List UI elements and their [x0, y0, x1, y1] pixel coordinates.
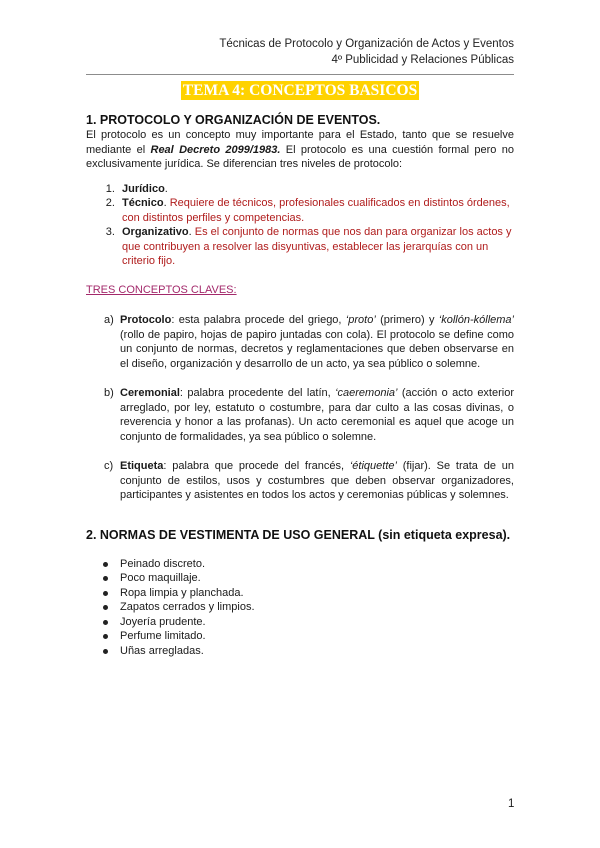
key-concepts-list	[86, 313, 514, 503]
list-item	[120, 586, 514, 601]
bullet-text: Zapatos cerrados y limpios.	[120, 601, 255, 613]
bullet-text: Uñas arregladas.	[120, 644, 204, 657]
protocol-levels-list	[86, 182, 514, 269]
intro-text-end: El protocolo es una cuestión formal pero no exclusivamente jurídica. Se diferencian tres niveles de protocolo:	[86, 143, 514, 170]
section-1-heading: 1. PROTOCOLO Y ORGANIZACIÓN DE EVENTOS.	[86, 113, 381, 127]
level-description: Requiere de técnicos, profesionales cualificados en distintos órdenes, con distintos perfiles y competencias.	[122, 197, 510, 224]
page-number: 1	[508, 798, 515, 810]
header-divider	[86, 74, 514, 75]
level-description: Es el conjunto de normas que nos dan para organizar los actos y que contribuyen a resolver las disyuntivas, establecer las jerarquías con un criterio fijo.	[122, 226, 512, 267]
concept-term: Etiqueta	[120, 460, 164, 472]
list-item	[120, 557, 514, 572]
section-2-heading: 2. NORMAS DE VESTIMENTA DE USO GENERAL (sin etiqueta expresa).	[86, 527, 511, 542]
concept-text: (fijar). Se trata de un conjunto de estilos, usos y costumbres que deben observar organizadores, participantes y asistentes en todos los actos y ceremonias públicas y solemnes.	[120, 460, 514, 501]
concept-text: : palabra que procede del francés,	[163, 460, 350, 472]
header-degree: 4º Publicidad y Relaciones Públicas	[331, 54, 514, 66]
section-1-intro	[86, 128, 514, 172]
key-concepts-heading: TRES CONCEPTOS CLAVES:	[86, 283, 237, 296]
bullet-icon	[103, 576, 108, 581]
concept-text: (acción o acto exterior arreglado, por ley, estatuto o costumbre, para dar culto a las cosas divinas, o reverencia y honor a las profanas). Un acto ceremonial es aquel que acoge un conjunto de formalidades, ya sea público o solemne.	[120, 387, 514, 443]
concept-text: (primero) y	[375, 314, 439, 326]
list-marker: a)	[104, 314, 114, 326]
concept-text: : esta palabra procede del griego,	[171, 314, 346, 326]
list-item	[120, 615, 514, 630]
dress-code-list	[86, 557, 514, 659]
level-separator: .	[164, 182, 168, 195]
list-item	[120, 600, 514, 615]
bullet-icon	[103, 591, 108, 596]
concept-etymology: ‘kollón-kóllema’	[438, 314, 514, 326]
bullet-icon	[103, 649, 108, 654]
bullet-icon	[103, 605, 108, 610]
concept-term: Protocolo	[120, 314, 172, 326]
bullet-text: Perfume limitado.	[120, 630, 206, 642]
concept-term: Ceremonial	[120, 387, 180, 399]
bullet-icon	[103, 620, 108, 625]
bullet-text: Poco maquillaje.	[120, 572, 201, 584]
level-separator: .	[163, 197, 167, 209]
list-item	[120, 629, 514, 644]
list-marker: c)	[104, 460, 114, 472]
bullet-icon	[103, 562, 108, 567]
concept-text: (rollo de papiro, hojas de papiro juntadas con cola). El protocolo se define como un conjunto de normas, decretos y reglamentaciones que deben observarse en el diseño, organización y desarrollo de un acto, ya sea público o solemne.	[120, 328, 514, 370]
bullet-text: Ropa limpia y planchada.	[120, 586, 244, 599]
level-separator: .	[188, 226, 192, 238]
concept-etymology: ‘proto’	[345, 314, 376, 326]
list-item	[86, 459, 514, 503]
list-marker: b)	[104, 387, 114, 399]
intro-text-start: El protocolo es un concepto muy importante para el Estado, tanto que se resuelve mediante el	[86, 129, 514, 156]
level-term: Técnico	[122, 197, 164, 209]
bullet-icon	[103, 634, 108, 639]
list-item	[118, 225, 514, 269]
running-header	[219, 36, 514, 68]
main-content	[86, 112, 514, 658]
title-wrapper	[0, 81, 600, 100]
concept-etymology: ‘étiquette’	[349, 460, 397, 472]
level-term: Organizativo	[122, 226, 189, 238]
real-decreto-reference: Real Decreto 2099/1983.	[150, 143, 281, 156]
concept-text: : palabra procedente del latín,	[179, 387, 336, 399]
list-item	[86, 313, 514, 371]
header-course-title: Técnicas de Protocolo y Organización de Actos y Eventos	[219, 38, 514, 50]
level-term: Jurídico	[122, 182, 165, 195]
list-item	[120, 571, 514, 586]
bullet-text: Joyería prudente.	[120, 615, 206, 628]
list-item	[118, 182, 514, 197]
page-title: TEMA 4: CONCEPTOS BASICOS	[182, 82, 418, 99]
concept-etymology: ‘caeremonia’	[335, 387, 398, 399]
list-item	[118, 196, 514, 225]
list-item	[120, 644, 514, 659]
list-item	[86, 386, 514, 444]
bullet-text: Peinado discreto.	[120, 557, 205, 570]
